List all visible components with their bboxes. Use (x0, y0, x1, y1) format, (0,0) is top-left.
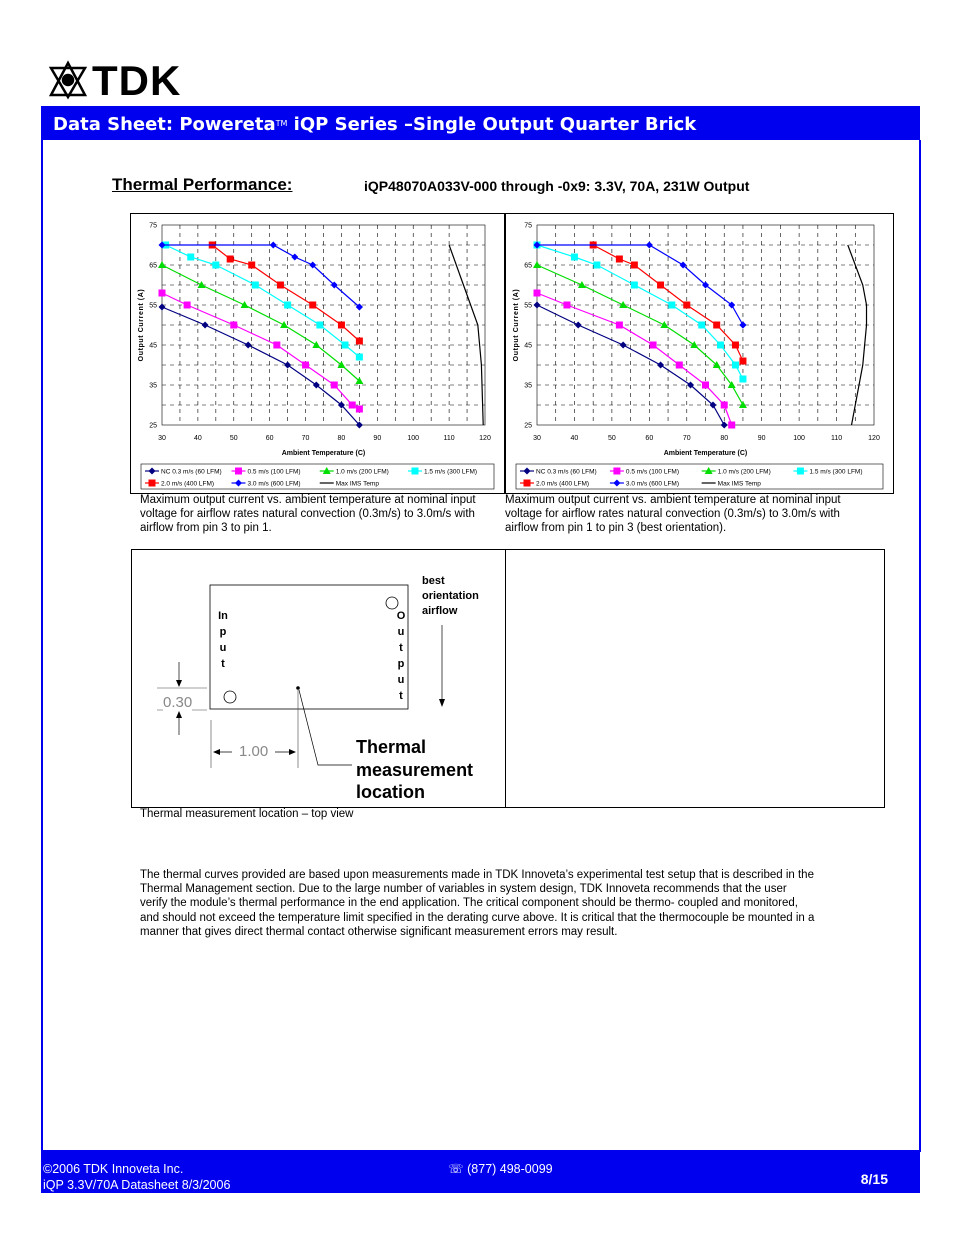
data-point (309, 302, 316, 309)
x-axis-label: Ambient Temperature (C) (663, 450, 748, 457)
page-number: 8/15 (860, 1171, 888, 1187)
y-tick-label: 75 (524, 222, 532, 230)
x-tick-label: 90 (757, 435, 766, 442)
data-point (291, 254, 298, 261)
chart-svg (131, 214, 504, 493)
y-tick-label: 65 (149, 262, 157, 270)
data-point (571, 254, 578, 261)
data-point (284, 362, 291, 369)
data-point (149, 480, 156, 487)
data-point (159, 290, 166, 297)
legend-label: 2.0 m/s (400 LFM) (161, 480, 215, 488)
x-tick-label: 60 (265, 435, 274, 442)
footer (41, 1150, 920, 1193)
data-point (159, 304, 166, 311)
derating-chart-pin1-to-pin3 (505, 213, 894, 494)
x-tick-label: 40 (193, 435, 202, 442)
data-point (619, 301, 627, 308)
data-point (650, 342, 657, 349)
input-label: Input (218, 610, 228, 670)
data-point (575, 322, 582, 329)
chart2-caption: Maximum output current vs. ambient temperature at nominal input voltage for airflow rates natural convection (0.3m/s) to 3.0m/s with airflow from pin 1 to pin 3 (best orientation). (505, 494, 841, 534)
data-point (732, 362, 739, 369)
y-tick-label: 55 (524, 302, 532, 310)
diagram-divider (505, 549, 506, 807)
x-tick-label: 80 (337, 435, 346, 442)
data-point (631, 262, 638, 269)
data-point (563, 302, 570, 309)
data-point (312, 341, 320, 348)
data-point (534, 290, 541, 297)
data-point (302, 362, 309, 369)
data-point (273, 342, 280, 349)
data-point (631, 282, 638, 289)
data-point (690, 341, 698, 348)
data-point (578, 281, 586, 288)
x-tick-label: 110 (830, 435, 843, 442)
data-point (230, 322, 237, 329)
data-point (184, 302, 191, 309)
data-point (660, 321, 668, 328)
data-point (721, 422, 728, 429)
data-point (616, 256, 623, 263)
data-point (676, 362, 683, 369)
legend-label: 0.5 m/s (100 LFM) (625, 468, 680, 476)
y-axis-label: Output Current (A) (138, 288, 145, 362)
data-point (241, 301, 249, 308)
chart1-caption: Maximum output current vs. ambient temperature at nominal input voltage for airflow rates natural convection (0.3m/s) to 3.0m/s with airflow from pin 3 to pin 1. (140, 494, 476, 534)
data-point (739, 322, 746, 329)
data-point (593, 262, 600, 269)
y-axis-label: Output Current (A) (513, 288, 520, 362)
y-tick-label: 35 (149, 382, 157, 390)
x-tick-label: 50 (229, 435, 238, 442)
data-point (683, 302, 690, 309)
legend-label: 0.5 m/s (100 LFM) (247, 468, 301, 476)
data-point (356, 406, 363, 413)
phone-number: (877) 498-0099 (467, 1162, 553, 1176)
y-tick-label: 25 (524, 422, 532, 430)
x-tick-label: 30 (158, 435, 166, 442)
data-point (739, 358, 746, 365)
diagram-caption: Thermal measurement location – top view (140, 808, 354, 820)
y-tick-label: 65 (524, 262, 532, 270)
data-point (197, 281, 205, 288)
trademark: TM (275, 119, 288, 128)
data-point (728, 422, 735, 429)
legend-label: 1.5 m/s (300 LFM) (423, 468, 478, 476)
data-point (342, 342, 349, 349)
section-heading: Thermal Performance: (112, 175, 293, 194)
legend-label: NC 0.3 m/s (60 LFM) (161, 468, 222, 476)
x-tick-label: 70 (682, 435, 691, 442)
data-point (713, 322, 720, 329)
data-point (270, 242, 277, 249)
tdk-emblem-icon (51, 63, 85, 97)
data-point (187, 254, 194, 261)
footer-phone (448, 1161, 553, 1176)
data-point (356, 354, 363, 361)
y-tick-label: 45 (524, 342, 532, 350)
thermal-point (296, 686, 300, 690)
data-point (739, 401, 747, 408)
thermal-callout-label: Thermal measurement location (356, 737, 474, 802)
data-point (698, 322, 705, 329)
data-point (534, 302, 541, 309)
x-tick-label: 30 (533, 435, 541, 442)
phone-icon: ☏ (448, 1162, 464, 1176)
logo-text: TDK (92, 60, 182, 100)
data-point (235, 468, 242, 475)
data-point (657, 282, 664, 289)
x-axis-label: Ambient Temperature (C) (281, 450, 366, 457)
dim-vertical-label: 0.30 (163, 694, 193, 711)
data-point (356, 338, 363, 345)
data-point (252, 282, 259, 289)
x-tick-label: 110 (443, 435, 455, 442)
x-tick-label: 100 (407, 435, 420, 442)
x-tick-label: 90 (373, 435, 382, 442)
legend-label: 1.0 m/s (200 LFM) (335, 468, 389, 476)
x-tick-label: 100 (793, 435, 805, 442)
y-tick-label: 55 (149, 302, 157, 310)
data-point (657, 362, 664, 369)
x-tick-label: 70 (301, 435, 310, 442)
module-outline (210, 585, 408, 709)
legend-label: 3.0 m/s (600 LFM) (625, 480, 680, 488)
thermal-notes-paragraph: The thermal curves provided are based upon measurements made in TDK Innoveta’s experimental test setup that is described in the Thermal Management section. Due to the large number of variables in system design, TDK Innoveta recommends that the user verify the module’s thermal performance in the end application. The critical component should be thermo- coupled and monitored, and should not exceed the temperature limit specified in the derating curve above. It is critical that the thermocouple be mounted in a manner that gives direct thermal contact otherwise significant measurement errors may result. (140, 869, 815, 938)
section-subheading: iQP48070A033V-000 through -0x9: 3.3V, 70A, 231W Output (364, 178, 750, 194)
chart-svg (506, 214, 893, 493)
data-point (668, 302, 675, 309)
output-label: Output (396, 610, 406, 702)
series-line (162, 265, 359, 381)
y-tick-label: 45 (149, 342, 157, 350)
series-line (537, 265, 743, 405)
legend-label: 3.0 m/s (600 LFM) (247, 480, 301, 488)
series-line (848, 245, 867, 425)
x-tick-label: 50 (607, 435, 616, 442)
data-point (338, 322, 345, 329)
data-point (717, 342, 724, 349)
data-point (316, 322, 323, 329)
data-point (721, 402, 728, 409)
derating-chart-pin3-to-pin1 (130, 213, 505, 494)
legend-label: 2.0 m/s (400 LFM) (536, 480, 590, 488)
data-point (284, 302, 291, 309)
data-point (158, 261, 166, 268)
data-point (248, 262, 255, 269)
datasheet-id: iQP 3.3V/70A Datasheet 8/3/2006 (43, 1178, 231, 1192)
data-point (613, 468, 620, 475)
data-point (732, 342, 739, 349)
series-line (449, 245, 483, 425)
data-point (620, 342, 627, 349)
copyright: ©2006 TDK Innoveta Inc. (43, 1162, 184, 1176)
data-point (524, 480, 531, 487)
data-point (702, 382, 709, 389)
data-point (533, 261, 541, 268)
legend-label: Max IMS Temp (335, 480, 379, 488)
x-tick-label: 120 (479, 435, 491, 442)
y-tick-label: 35 (524, 382, 532, 390)
legend-label: Max IMS Temp (717, 480, 761, 488)
data-point (245, 342, 252, 349)
y-tick-label: 25 (149, 422, 157, 430)
series-line (166, 245, 360, 357)
data-point (331, 382, 338, 389)
data-point (212, 262, 219, 269)
x-tick-label: 120 (868, 435, 880, 442)
data-point (739, 376, 746, 383)
series-line (537, 245, 743, 379)
pin-circle (224, 691, 236, 703)
page-title: Data Sheet: Powereta™ iQP Series –Single Output Quarter Brick (53, 114, 697, 135)
data-point (646, 242, 653, 249)
legend-label: 1.0 m/s (200 LFM) (717, 468, 771, 476)
airflow-label: best orientation airflow (422, 575, 479, 617)
legend-label: NC 0.3 m/s (60 LFM) (536, 468, 597, 476)
data-point (616, 322, 623, 329)
x-tick-label: 80 (720, 435, 729, 442)
data-point (280, 321, 288, 328)
legend-label: 1.5 m/s (300 LFM) (809, 468, 863, 476)
data-point (227, 256, 234, 263)
callout-leader (299, 690, 352, 765)
data-point (349, 402, 356, 409)
footer-info (43, 1161, 230, 1193)
data-point (411, 468, 418, 475)
y-tick-label: 75 (149, 222, 157, 230)
title-bar (41, 106, 920, 140)
data-point (797, 468, 804, 475)
dim-horizontal-label: 1.00 (239, 743, 269, 760)
data-point (202, 322, 209, 329)
tdk-logo (48, 60, 213, 100)
data-point (277, 282, 284, 289)
x-tick-label: 40 (570, 435, 579, 442)
x-tick-label: 60 (645, 435, 654, 442)
thermal-location-diagram (131, 549, 885, 808)
